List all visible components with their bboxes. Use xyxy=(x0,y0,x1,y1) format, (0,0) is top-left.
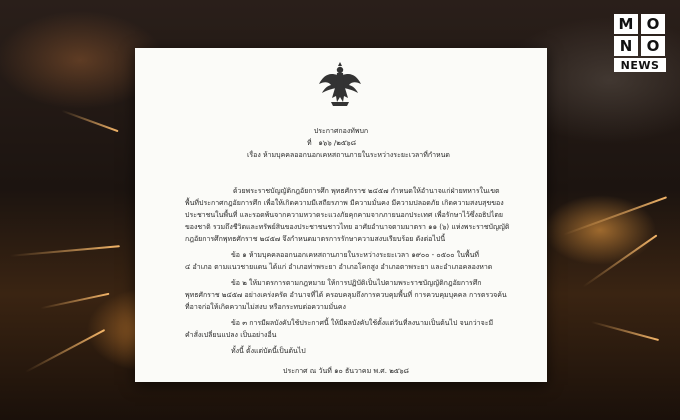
logo-letter: O xyxy=(641,14,665,34)
spark-streak xyxy=(563,196,667,236)
body-line: ทั้งนี้ ตั้งแต่บัดนี้เป็นต้นไป xyxy=(231,347,306,355)
body-line: พุทธศักราช ๒๔๕๗ อย่างเคร่งครัด อำนาจที่ได้ ครอบคลุมถึงการควบคุมพื้นที่ การควบคุมบุคคล การตรวจค้น xyxy=(185,291,507,299)
logo-letter: M xyxy=(614,14,638,34)
spark-streak xyxy=(41,293,110,310)
body-line: ประชาชนในพื้นที่ และรอดพ้นจากความหวาดระแวงภัยคุกคามจากภายนอกประเทศ เพื่อรักษาไว้ซึ่งอธิปไตย xyxy=(185,211,504,219)
body-line: คำสั่งเปลี่ยนแปลง เป็นอย่างอื่น xyxy=(185,331,277,339)
body-line: ข้อ ๒ ให้มาตรการตามกฎหมาย ให้การปฏิบัติเป็นไปตามพระราชบัญญัติกฎอัยการศึก xyxy=(231,279,482,287)
body-line: พื้นที่ประกาศกฎอัยการศึก เพื่อให้เกิดความมีเสถียรภาพ มีความมั่นคง มีความปลอดภัย เกิดความสงบสุขของ xyxy=(185,199,504,207)
document-number xyxy=(307,138,356,149)
issuer-heading: ประกาศกองทัพบก xyxy=(313,127,369,135)
body-line: ข้อ ๑ ห้ามบุคคลออกนอกเคหสถานภายในระหว่างระยะเวลา ๑๙๐๐ - ๐๕๐๐ ในพื้นที่ xyxy=(231,251,479,259)
body-line: ข้อ ๓ การมีผลบังคับใช้ประกาศนี้ ให้มีผลบังคับใช้ตั้งแต่วันที่ลงนามเป็นต้นไป จนกว่าจะมี xyxy=(231,319,494,327)
spark-streak xyxy=(591,321,659,341)
subject-line: เรื่อง ห้ามบุคคลออกนอกเคหสถานภายในระหว่างระยะเวลาที่กำหนด xyxy=(247,151,450,159)
number-prefix: ที่ xyxy=(307,139,312,147)
spark-streak xyxy=(61,110,118,132)
logo-letter: N xyxy=(614,36,638,56)
mono-news-logo xyxy=(614,14,666,72)
date-line: ประกาศ ณ วันที่ ๑๐ ธันวาคม พ.ศ. ๒๕๖๘ xyxy=(283,367,409,375)
body-line: ๔ อำเภอ ตามแนวชายแดน ได้แก่ อำเภอท่าพระยา อำเภอโคกสูง อำเภอตาพระยา และอำเภอคลองหาด xyxy=(185,263,493,271)
body-line: ของชาติ รวมถึงชีวิตและทรัพย์สินของประชาชนชาวไทย อาศัยอำนาจตามมาตรา ๑๑ (๖) แห่งพระราชบัญญัติ xyxy=(185,223,510,231)
body-line: ด้วยพระราชบัญญัติกฎอัยการศึก พุทธศักราช ๒๔๕๗ กำหนดให้อำนาจแก่ฝ่ายทหารในเขต xyxy=(233,187,500,195)
spark-streak xyxy=(583,234,658,287)
garuda-emblem-icon xyxy=(317,62,363,108)
spark-streak xyxy=(25,329,105,373)
announcement-document xyxy=(135,48,547,382)
body-line: กฎอัยการศึกพุทธศักราช ๒๔๕๗ จึงกำหนดมาตรการรักษาความสงบเรียบร้อย ดังต่อไปนี้ xyxy=(185,235,446,243)
logo-letter: O xyxy=(641,36,665,56)
logo-news-label: NEWS xyxy=(614,58,666,72)
spark-streak xyxy=(10,245,120,257)
number-value: ๑๖๖ /๒๕๖๘ xyxy=(318,139,356,147)
body-line: ที่อาจก่อให้เกิดความไม่สงบ หรือกระทบต่อความมั่นคง xyxy=(185,303,346,311)
